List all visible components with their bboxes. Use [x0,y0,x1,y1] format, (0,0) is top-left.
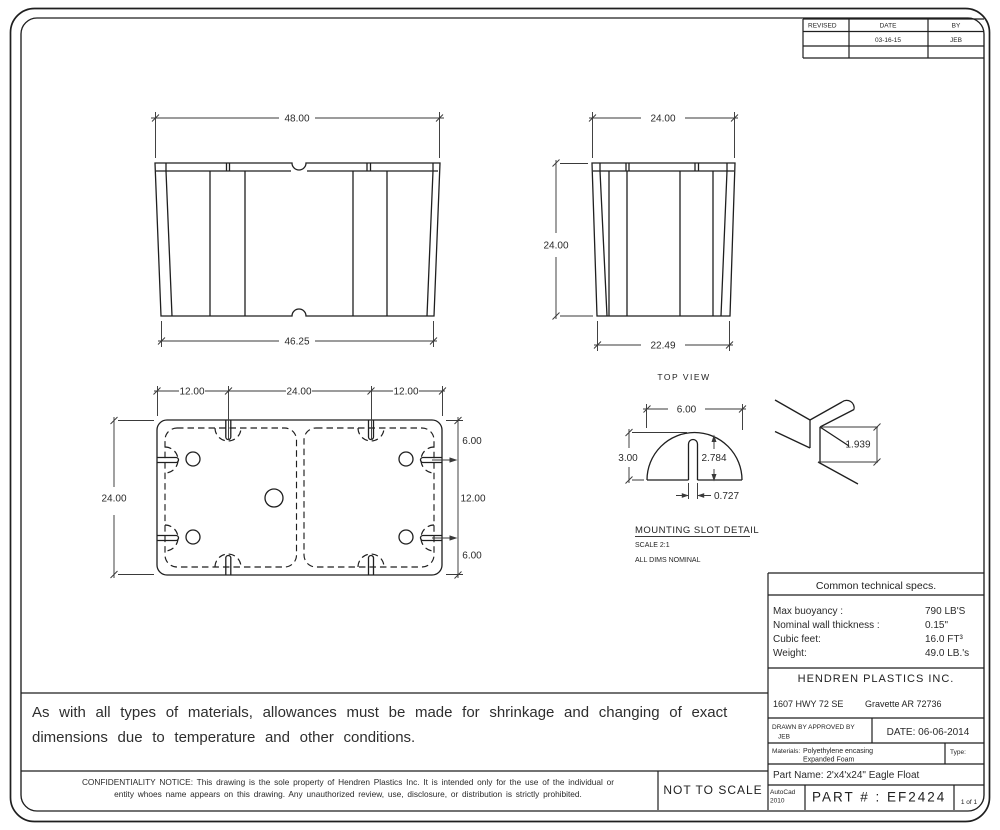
plan-right-bottom-dim: 6.00 [462,550,482,562]
revision-header-by: BY [951,22,961,30]
revision-header-revised: REVISED [808,22,837,30]
front-width-dim: 48.00 [284,113,310,125]
slot-detail-title: MOUNTING SLOT DETAIL [635,525,760,536]
specs-title: Common technical specs. [815,580,937,592]
slot-height-dim: 3.00 [618,453,638,464]
type-label: Type: [950,749,966,756]
materials-line1: Polyethylene encasing [803,748,874,755]
front-view [151,112,444,348]
spec-label: Cubic feet: [773,634,821,645]
side-view [543,112,738,382]
lip-detail [775,400,881,484]
software-line1: AutoCad [770,789,796,796]
plan-top-center-dim: 24.00 [286,386,312,398]
notes-area [21,693,768,810]
plan-top-right-dim: 12.00 [393,386,419,398]
confidentiality-line1: CONFIDENTIALITY NOTICE: This drawing is the sole property of Hendren Plastics Inc. It is intended only for the use of the individual or [81,777,615,787]
spec-label: Nominal wall thickness : [773,620,880,631]
spec-label: Weight: [773,648,807,659]
part-number: PART # : EF2424 [812,789,947,805]
side-height-dim: 24.00 [543,240,569,252]
company-name: HENDREN PLASTICS INC. [797,673,955,685]
sheet-number: 1 of 1 [960,799,978,806]
plan-right-mid-dim: 12.00 [460,493,486,505]
company-street: 1607 HWY 72 SE [773,699,844,709]
plan-top-left-dim: 12.00 [179,386,205,398]
company-city: Gravette AR 72736 [865,699,942,709]
date-value: DATE: 06-06-2014 [886,727,970,738]
spec-value: 0.15" [925,620,949,631]
spec-value: 790 LB'S [925,606,966,617]
mounting-slot-detail [618,404,759,564]
plan-view [101,386,485,579]
side-width-dim: 24.00 [650,113,676,125]
front-bottom-dim: 46.25 [284,336,310,348]
slot-width-dim: 6.00 [676,404,697,416]
plan-left-dim: 24.00 [101,493,127,505]
spec-value: 16.0 FT³ [925,634,963,645]
shrinkage-note-line2: dimensions due to temperature and other conditions. [32,729,416,746]
plan-right-top-dim: 6.00 [462,436,482,447]
shrinkage-note-line1: As with all types of materials, allowances must be made for shrinkage and changing of exact [32,704,728,721]
slot-detail-scale: SCALE 2:1 [635,542,670,549]
side-bottom-dim: 22.49 [650,340,676,352]
revision-row-by: JEB [950,37,962,44]
part-name: Part Name: 2'x4'x24" Eagle Float [773,770,920,781]
lip-dim: 1.939 [845,439,871,451]
confidentiality-line2: entity whoes name appears on this drawing. Any unauthorized review, use, disclosure, or distribution is strictly prohibited. [114,789,582,799]
top-view-caption: TOP VIEW [657,372,711,382]
not-to-scale-label: NOT TO SCALE [663,783,763,797]
spec-value: 49.0 LB.'s [925,648,970,659]
materials-label: Materials: [772,748,801,755]
drawn-by-value: JEB [778,733,790,741]
drawn-by-label: DRAWN BY APPROVED BY [772,724,855,731]
spec-label: Max buoyancy : [773,606,844,617]
revision-row-date: 03-16-15 [874,37,902,44]
materials-line2: Expanded Foam [803,756,855,764]
revision-table [803,19,984,58]
slot-slotwidth-dim: 0.727 [714,491,740,502]
software-line2: 2010 [770,797,785,805]
slot-depth-dim: 2.784 [701,453,727,464]
slot-detail-note: ALL DIMS NOMINAL [635,557,701,564]
title-block [768,573,984,810]
revision-header-date: DATE [879,22,897,30]
